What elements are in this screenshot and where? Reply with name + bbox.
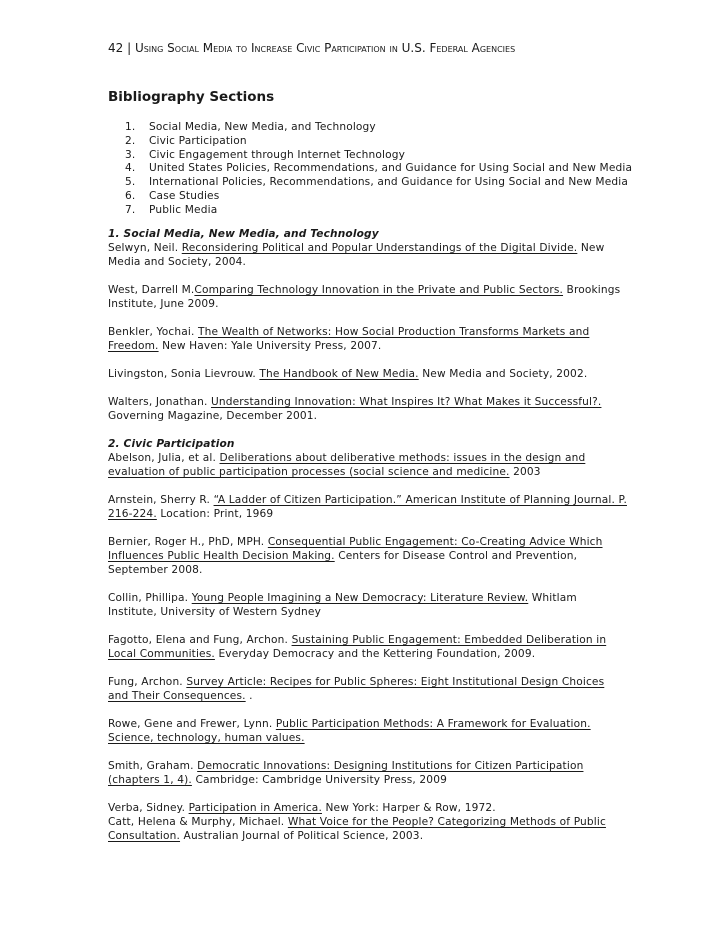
entry-publication: Everyday Democracy and the Kettering Foundation, 2009.	[214, 648, 536, 660]
entry-author: Smith, Graham.	[108, 760, 198, 772]
entry-author: Livingston, Sonia Lievrouw.	[108, 368, 260, 380]
entry-title-link[interactable]: Sustaining Public Engagement: Embedded Deliberation in Local Communities.	[108, 634, 607, 660]
toc-label: International Policies, Recommendations, and Guidance for Using Social and New Media	[149, 176, 628, 189]
entry-author: Fung, Archon.	[108, 676, 187, 688]
toc-label: Public Media	[149, 203, 218, 216]
entry-title-link[interactable]: Deliberations about deliberative methods: issues in the design and evaluation of public participation processes (social science and medicine.	[108, 452, 586, 478]
entry-author: Fagotto, Elena and Fung, Archon.	[108, 634, 292, 646]
toc-number: 2.	[125, 134, 136, 147]
toc-label: Civic Engagement through Internet Technology	[149, 148, 406, 161]
bibliography-entry	[108, 815, 628, 843]
toc-item[interactable]	[125, 134, 632, 148]
entry-author: Walters, Jonathan.	[108, 396, 211, 408]
entry-publication: New Media and Society, 2004.	[108, 242, 605, 268]
toc-number: 1.	[125, 121, 136, 133]
entry-title-link[interactable]: Comparing Technology Innovation in the Private and Public Sectors.	[194, 284, 564, 296]
bibliography-entry	[108, 493, 628, 521]
toc-label: Social Media, New Media, and Technology	[149, 121, 376, 133]
bibliography-entry	[108, 325, 628, 353]
bibliography-entry	[108, 759, 628, 787]
entry-title-link[interactable]: “A Ladder of Citizen Participation.” American Institute of Planning Journal. P. 216-224.	[108, 494, 627, 520]
entry-title-link[interactable]: Democratic Innovations: Designing Institutions for Citizen Participation (chapters 1, 4).	[108, 760, 584, 786]
entry-author: Verba, Sidney.	[108, 802, 189, 814]
entry-publication: Australian Journal of Political Science, 2003.	[180, 830, 424, 842]
entry-publication: Location: Print, 1969	[156, 508, 274, 520]
bibliography-entry	[108, 535, 628, 577]
entry-author: Rowe, Gene and Frewer, Lynn.	[108, 718, 276, 730]
bibliography-entry	[108, 395, 628, 423]
toc-item[interactable]	[125, 148, 632, 162]
subsection-heading: 2. Civic Participation	[108, 438, 235, 450]
bibliography-body	[108, 227, 628, 857]
entry-author: Arnstein, Sherry R.	[108, 494, 214, 506]
entry-publication: Brookings Institute, June 2009.	[108, 284, 621, 310]
entry-title-link[interactable]: Survey Article: Recipes for Public Spheres: Eight Institutional Design Choices and Their Consequences.	[108, 676, 605, 702]
bibliography-entry	[108, 283, 628, 311]
running-header: 42 | Using Social Media to Increase Civic Participation in U.S. Federal Agencies	[108, 41, 516, 55]
bibliography-entry	[108, 241, 628, 269]
entry-author: Benkler, Yochai.	[108, 326, 198, 338]
entry-publication: Whitlam Institute, University of Western Sydney	[108, 592, 577, 618]
bibliography-entry	[108, 675, 628, 703]
toc-number: 4.	[125, 162, 136, 175]
subsection-heading: 1. Social Media, New Media, and Technology	[108, 228, 379, 240]
entry-publication: 2003	[509, 466, 541, 478]
entry-title-link[interactable]: Understanding Innovation: What Inspires It? What Makes it Successful?.	[210, 396, 602, 408]
bibliography-sections-list	[125, 120, 632, 217]
toc-item[interactable]	[125, 203, 632, 217]
entry-author: Collin, Phillipa.	[108, 592, 192, 604]
bibliography-entry	[108, 451, 628, 479]
toc-number: 3.	[125, 148, 136, 161]
toc-item[interactable]	[125, 120, 632, 134]
entry-publication: Governing Magazine, December 2001.	[108, 410, 318, 422]
entry-publication: Cambridge: Cambridge University Press, 2009	[191, 774, 447, 786]
entry-author: Abelson, Julia, et al.	[108, 452, 220, 464]
entry-author: West, Darrell M.	[108, 284, 195, 296]
entry-title-link[interactable]: Public Participation Methods: A Framework for Evaluation. Science, technology, human values.	[108, 718, 591, 744]
toc-label: Civic Participation	[149, 134, 247, 147]
entry-publication: New Haven: Yale University Press, 2007.	[158, 340, 382, 352]
entry-title-link[interactable]: Reconsidering Political and Popular Understandings of the Digital Divide.	[181, 242, 578, 254]
entry-title-link[interactable]: Consequential Public Engagement: Co-Creating Advice Which Influences Public Health Decision Making.	[108, 536, 603, 562]
toc-item[interactable]	[125, 161, 632, 175]
entry-publication: New York: Harper & Row, 1972.	[321, 802, 496, 814]
toc-number: 5.	[125, 176, 136, 189]
toc-item[interactable]	[125, 189, 632, 203]
entry-publication: New Media and Society, 2002.	[418, 368, 588, 380]
toc-number: 7.	[125, 203, 136, 216]
toc-number: 6.	[125, 189, 136, 202]
bibliography-entry	[108, 591, 628, 619]
entry-title-link[interactable]: The Handbook of New Media.	[259, 368, 419, 380]
toc-label: Case Studies	[149, 189, 220, 202]
entry-title-link[interactable]: Participation in America.	[188, 802, 322, 814]
entry-author: Selwyn, Neil.	[108, 242, 182, 254]
section-title: Bibliography Sections	[108, 89, 275, 105]
entry-title-link[interactable]: What Voice for the People? Categorizing Methods of Public Consultation.	[108, 816, 606, 842]
bibliography-entry	[108, 633, 628, 661]
bibliography-entry	[108, 801, 628, 815]
entry-author: Catt, Helena & Murphy, Michael.	[108, 816, 288, 828]
entry-publication: .	[245, 690, 253, 702]
entry-publication: Centers for Disease Control and Prevention, September 2008.	[108, 550, 578, 576]
toc-label: United States Policies, Recommendations, and Guidance for Using Social and New Media	[149, 162, 633, 175]
entry-title-link[interactable]: The Wealth of Networks: How Social Production Transforms Markets and Freedom.	[108, 326, 590, 352]
bibliography-entry	[108, 367, 628, 381]
entry-title-link[interactable]: Young People Imagining a New Democracy: Literature Review.	[191, 592, 529, 604]
bibliography-entry	[108, 717, 628, 745]
toc-item[interactable]	[125, 175, 632, 189]
entry-author: Bernier, Roger H., PhD, MPH.	[108, 536, 268, 548]
